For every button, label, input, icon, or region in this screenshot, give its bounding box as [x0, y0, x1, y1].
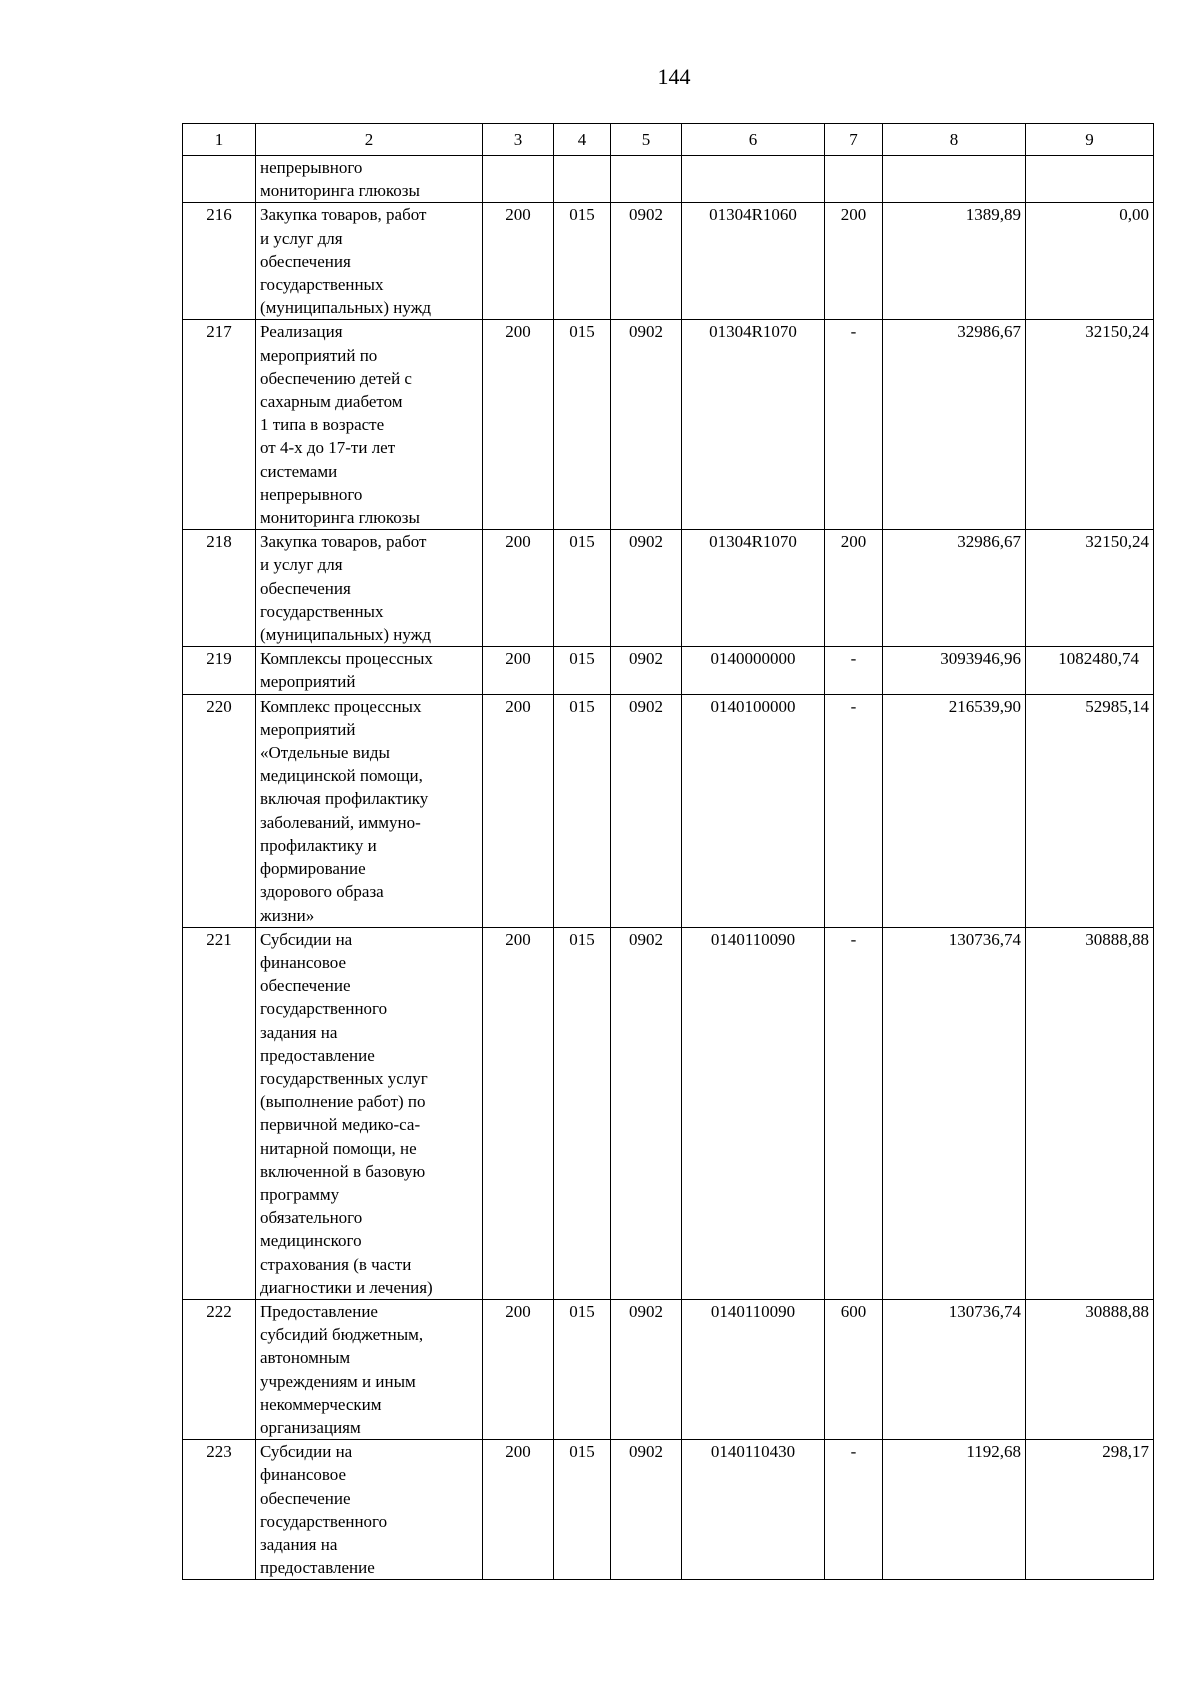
row-col5: 0902 [611, 530, 682, 647]
col-header-5: 5 [611, 124, 682, 156]
row-col7: - [825, 647, 883, 694]
row-number: 221 [183, 927, 256, 1299]
table-row [183, 203, 1154, 320]
row-col5: 0902 [611, 1299, 682, 1439]
row-number: 217 [183, 320, 256, 530]
table-row [183, 1299, 1154, 1439]
row-col3: 200 [483, 203, 554, 320]
row-col3: 200 [483, 320, 554, 530]
row-col4: 015 [554, 1440, 611, 1580]
col-header-9: 9 [1026, 124, 1154, 156]
row-col3 [483, 156, 554, 203]
row-col8: 216539,90 [883, 694, 1026, 927]
row-number: 223 [183, 1440, 256, 1580]
row-col9: 298,17 [1026, 1440, 1154, 1580]
table-row [183, 320, 1154, 530]
row-col4: 015 [554, 694, 611, 927]
row-number: 216 [183, 203, 256, 320]
row-number: 222 [183, 1299, 256, 1439]
row-name: Закупка товаров, работ и услуг для обеспечения государственных (муниципальных) нужд [256, 530, 483, 647]
row-col7 [825, 156, 883, 203]
row-col4: 015 [554, 530, 611, 647]
row-col5: 0902 [611, 203, 682, 320]
row-col9: 52985,14 [1026, 694, 1154, 927]
row-col7: - [825, 927, 883, 1299]
col-header-8: 8 [883, 124, 1026, 156]
row-col9: 32150,24 [1026, 530, 1154, 647]
row-number: 220 [183, 694, 256, 927]
row-col7: 200 [825, 530, 883, 647]
table-row [183, 694, 1154, 927]
row-col4 [554, 156, 611, 203]
table-row [183, 927, 1154, 1299]
row-col6: 0140000000 [682, 647, 825, 694]
row-col4: 015 [554, 927, 611, 1299]
row-name: непрерывного мониторинга глюкозы [256, 156, 483, 203]
row-col7: 200 [825, 203, 883, 320]
row-col4: 015 [554, 647, 611, 694]
row-col7: - [825, 694, 883, 927]
col-header-2: 2 [256, 124, 483, 156]
row-col3: 200 [483, 530, 554, 647]
row-col9: 30888,88 [1026, 1299, 1154, 1439]
row-col7: - [825, 1440, 883, 1580]
header-row [183, 124, 1154, 156]
row-col3: 200 [483, 1299, 554, 1439]
col-header-3: 3 [483, 124, 554, 156]
table-row [183, 1440, 1154, 1580]
table-row [183, 530, 1154, 647]
row-col4: 015 [554, 203, 611, 320]
row-col6: 0140110090 [682, 927, 825, 1299]
row-col8 [883, 156, 1026, 203]
row-col5: 0902 [611, 647, 682, 694]
row-col8: 3093946,96 [883, 647, 1026, 694]
row-name: Комплексы процессных мероприятий [256, 647, 483, 694]
row-name: Закупка товаров, работ и услуг для обеспечения государственных (муниципальных) нужд [256, 203, 483, 320]
row-name: Субсидии на финансовое обеспечение государственного задания на предоставление [256, 1440, 483, 1580]
row-col6: 01304R1070 [682, 320, 825, 530]
row-number: 219 [183, 647, 256, 694]
row-col3: 200 [483, 647, 554, 694]
row-col5: 0902 [611, 927, 682, 1299]
row-col4: 015 [554, 320, 611, 530]
row-col8: 32986,67 [883, 530, 1026, 647]
col-header-7: 7 [825, 124, 883, 156]
table-row [183, 156, 1154, 203]
row-col6: 01304R1070 [682, 530, 825, 647]
row-col8: 1192,68 [883, 1440, 1026, 1580]
row-number [183, 156, 256, 203]
row-col9: 1082480,74 [1026, 647, 1154, 694]
row-col5: 0902 [611, 320, 682, 530]
row-col6 [682, 156, 825, 203]
row-col3: 200 [483, 694, 554, 927]
row-col3: 200 [483, 1440, 554, 1580]
row-col8: 1389,89 [883, 203, 1026, 320]
row-col9: 32150,24 [1026, 320, 1154, 530]
budget-table [182, 123, 1154, 1580]
col-header-4: 4 [554, 124, 611, 156]
row-col9: 30888,88 [1026, 927, 1154, 1299]
col-header-6: 6 [682, 124, 825, 156]
row-col5: 0902 [611, 694, 682, 927]
row-col8: 32986,67 [883, 320, 1026, 530]
row-col7: 600 [825, 1299, 883, 1439]
row-name: Предоставление субсидий бюджетным, автономным учреждениям и иным некоммерческим организациям [256, 1299, 483, 1439]
row-col7: - [825, 320, 883, 530]
row-col6: 0140110430 [682, 1440, 825, 1580]
row-col6: 01304R1060 [682, 203, 825, 320]
row-col6: 0140110090 [682, 1299, 825, 1439]
row-name: Комплекс процессных мероприятий «Отдельные виды медицинской помощи, включая профилактику заболеваний, иммуно- профилактику и формирование здорового образа жизни» [256, 694, 483, 927]
row-col8: 130736,74 [883, 927, 1026, 1299]
row-col5: 0902 [611, 1440, 682, 1580]
row-number: 218 [183, 530, 256, 647]
col-header-1: 1 [183, 124, 256, 156]
row-name: Реализация мероприятий по обеспечению детей с сахарным диабетом 1 типа в возрасте от 4-х до 17-ти лет системами непрерывного мониторинга глюкозы [256, 320, 483, 530]
table-row [183, 647, 1154, 694]
row-name: Субсидии на финансовое обеспечение государственного задания на предоставление государственных услуг (выполнение работ) по первичной медико-са- нитарной помощи, не включенной в базовую программу обязательного медицинского страхования (в части диагностики и лечения) [256, 927, 483, 1299]
row-col9 [1026, 156, 1154, 203]
row-col8: 130736,74 [883, 1299, 1026, 1439]
row-col9: 0,00 [1026, 203, 1154, 320]
row-col4: 015 [554, 1299, 611, 1439]
row-col3: 200 [483, 927, 554, 1299]
page-number: 144 [657, 64, 691, 89]
row-col6: 0140100000 [682, 694, 825, 927]
row-col5 [611, 156, 682, 203]
